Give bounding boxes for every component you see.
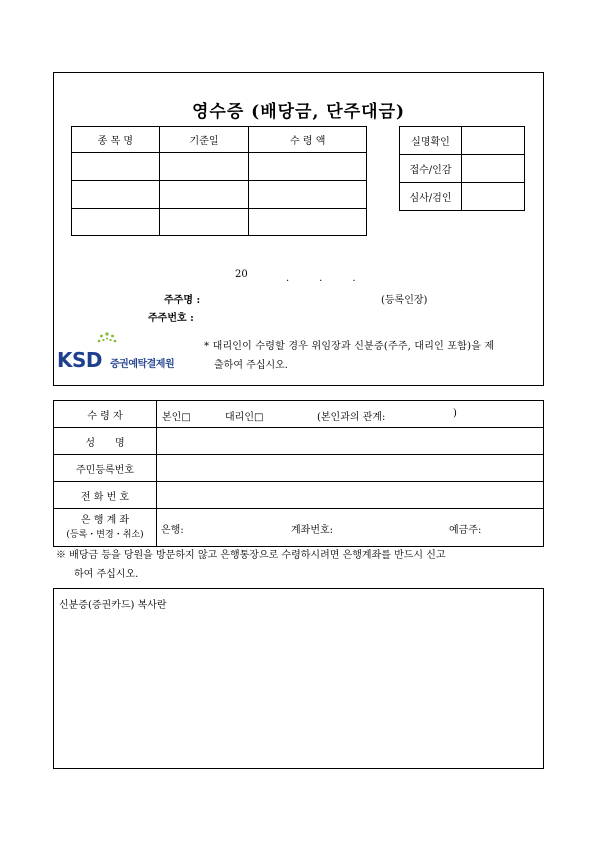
footnote-line2: 하여 주십시오.	[74, 569, 139, 580]
table-row	[72, 209, 367, 236]
applicant-form-table	[53, 400, 544, 547]
logo-burst-icon	[96, 331, 118, 353]
bank-field[interactable]: 은행:	[161, 525, 184, 536]
receipt-title: 영수증 (배당금, 단주대금)	[191, 102, 406, 122]
col-header-base-date: 기준일	[159, 127, 249, 153]
account-number-field[interactable]: 계좌번호:	[291, 525, 334, 536]
confirm-cell-review[interactable]	[462, 183, 525, 211]
relation-close: )	[453, 408, 457, 419]
stock-cell[interactable]	[72, 153, 160, 181]
confirm-cell-realname[interactable]	[462, 127, 525, 155]
items-table	[71, 126, 367, 236]
footnote-line1: ※ 배당금 등을 당원을 방문하지 않고 은행통장으로 수령하시려면 은행계좌를 반드시 신고	[56, 550, 446, 561]
ksd-logo: KSD	[57, 348, 103, 372]
confirm-label-realname: 실명확인	[400, 127, 462, 155]
bank-account-cell	[157, 509, 544, 547]
base-date-cell[interactable]	[159, 181, 249, 209]
depositor-field[interactable]: 예금주:	[449, 525, 482, 536]
stock-cell[interactable]	[72, 181, 160, 209]
id-copy-box	[53, 588, 544, 769]
confirm-label-seal: 접수/인감	[400, 155, 462, 183]
proxy-note-line1: * 대리인이 수령할 경우 위임장과 신분증(주주, 대리인 포함)을 제	[204, 341, 495, 352]
holder-number-label: 주주번호 :	[148, 313, 194, 324]
holder-name-label: 주주명 :	[164, 295, 201, 306]
table-row	[72, 153, 367, 181]
amount-cell[interactable]	[249, 153, 367, 181]
confirm-cell-seal[interactable]	[462, 155, 525, 183]
confirm-label-review: 심사/검인	[400, 183, 462, 211]
resident-number-label: 주민등록번호	[54, 455, 157, 482]
name-field[interactable]	[157, 428, 544, 455]
recipient-label: 수 령 자	[54, 401, 157, 428]
bank-account-label	[54, 509, 157, 547]
resident-number-field[interactable]	[157, 455, 544, 482]
confirm-table	[399, 126, 525, 211]
date-dots: . . .	[286, 273, 356, 284]
name-label: 성 명	[54, 428, 157, 455]
base-date-cell[interactable]	[159, 153, 249, 181]
bank-account-label-line2: (등록・변경・취소)	[66, 529, 144, 540]
phone-field[interactable]	[157, 482, 544, 509]
relation-label: (본인과의 관계:	[317, 412, 386, 423]
date-prefix: 20	[235, 269, 248, 280]
receipt-box	[53, 72, 544, 386]
amount-cell[interactable]	[249, 209, 367, 236]
stock-cell[interactable]	[72, 209, 160, 236]
col-header-amount: 수 령 액	[249, 127, 367, 153]
recipient-self-checkbox[interactable]: 본인□	[162, 412, 191, 423]
bank-account-label-line1: 은 행 계 좌	[80, 514, 130, 526]
amount-cell[interactable]	[249, 181, 367, 209]
base-date-cell[interactable]	[159, 209, 249, 236]
col-header-stock: 종 목 명	[72, 127, 160, 153]
seal-note: (등록인장)	[381, 295, 428, 306]
recipient-cell	[157, 401, 544, 428]
phone-label: 전 화 번 호	[54, 482, 157, 509]
id-copy-label: 신분증(증권카드) 복사란	[59, 600, 167, 611]
table-row	[72, 181, 367, 209]
recipient-proxy-checkbox[interactable]: 대리인□	[225, 412, 264, 423]
ksd-org-name: 증권예탁결제원	[110, 359, 175, 370]
proxy-note-line2: 출하여 주십시오.	[214, 360, 288, 371]
